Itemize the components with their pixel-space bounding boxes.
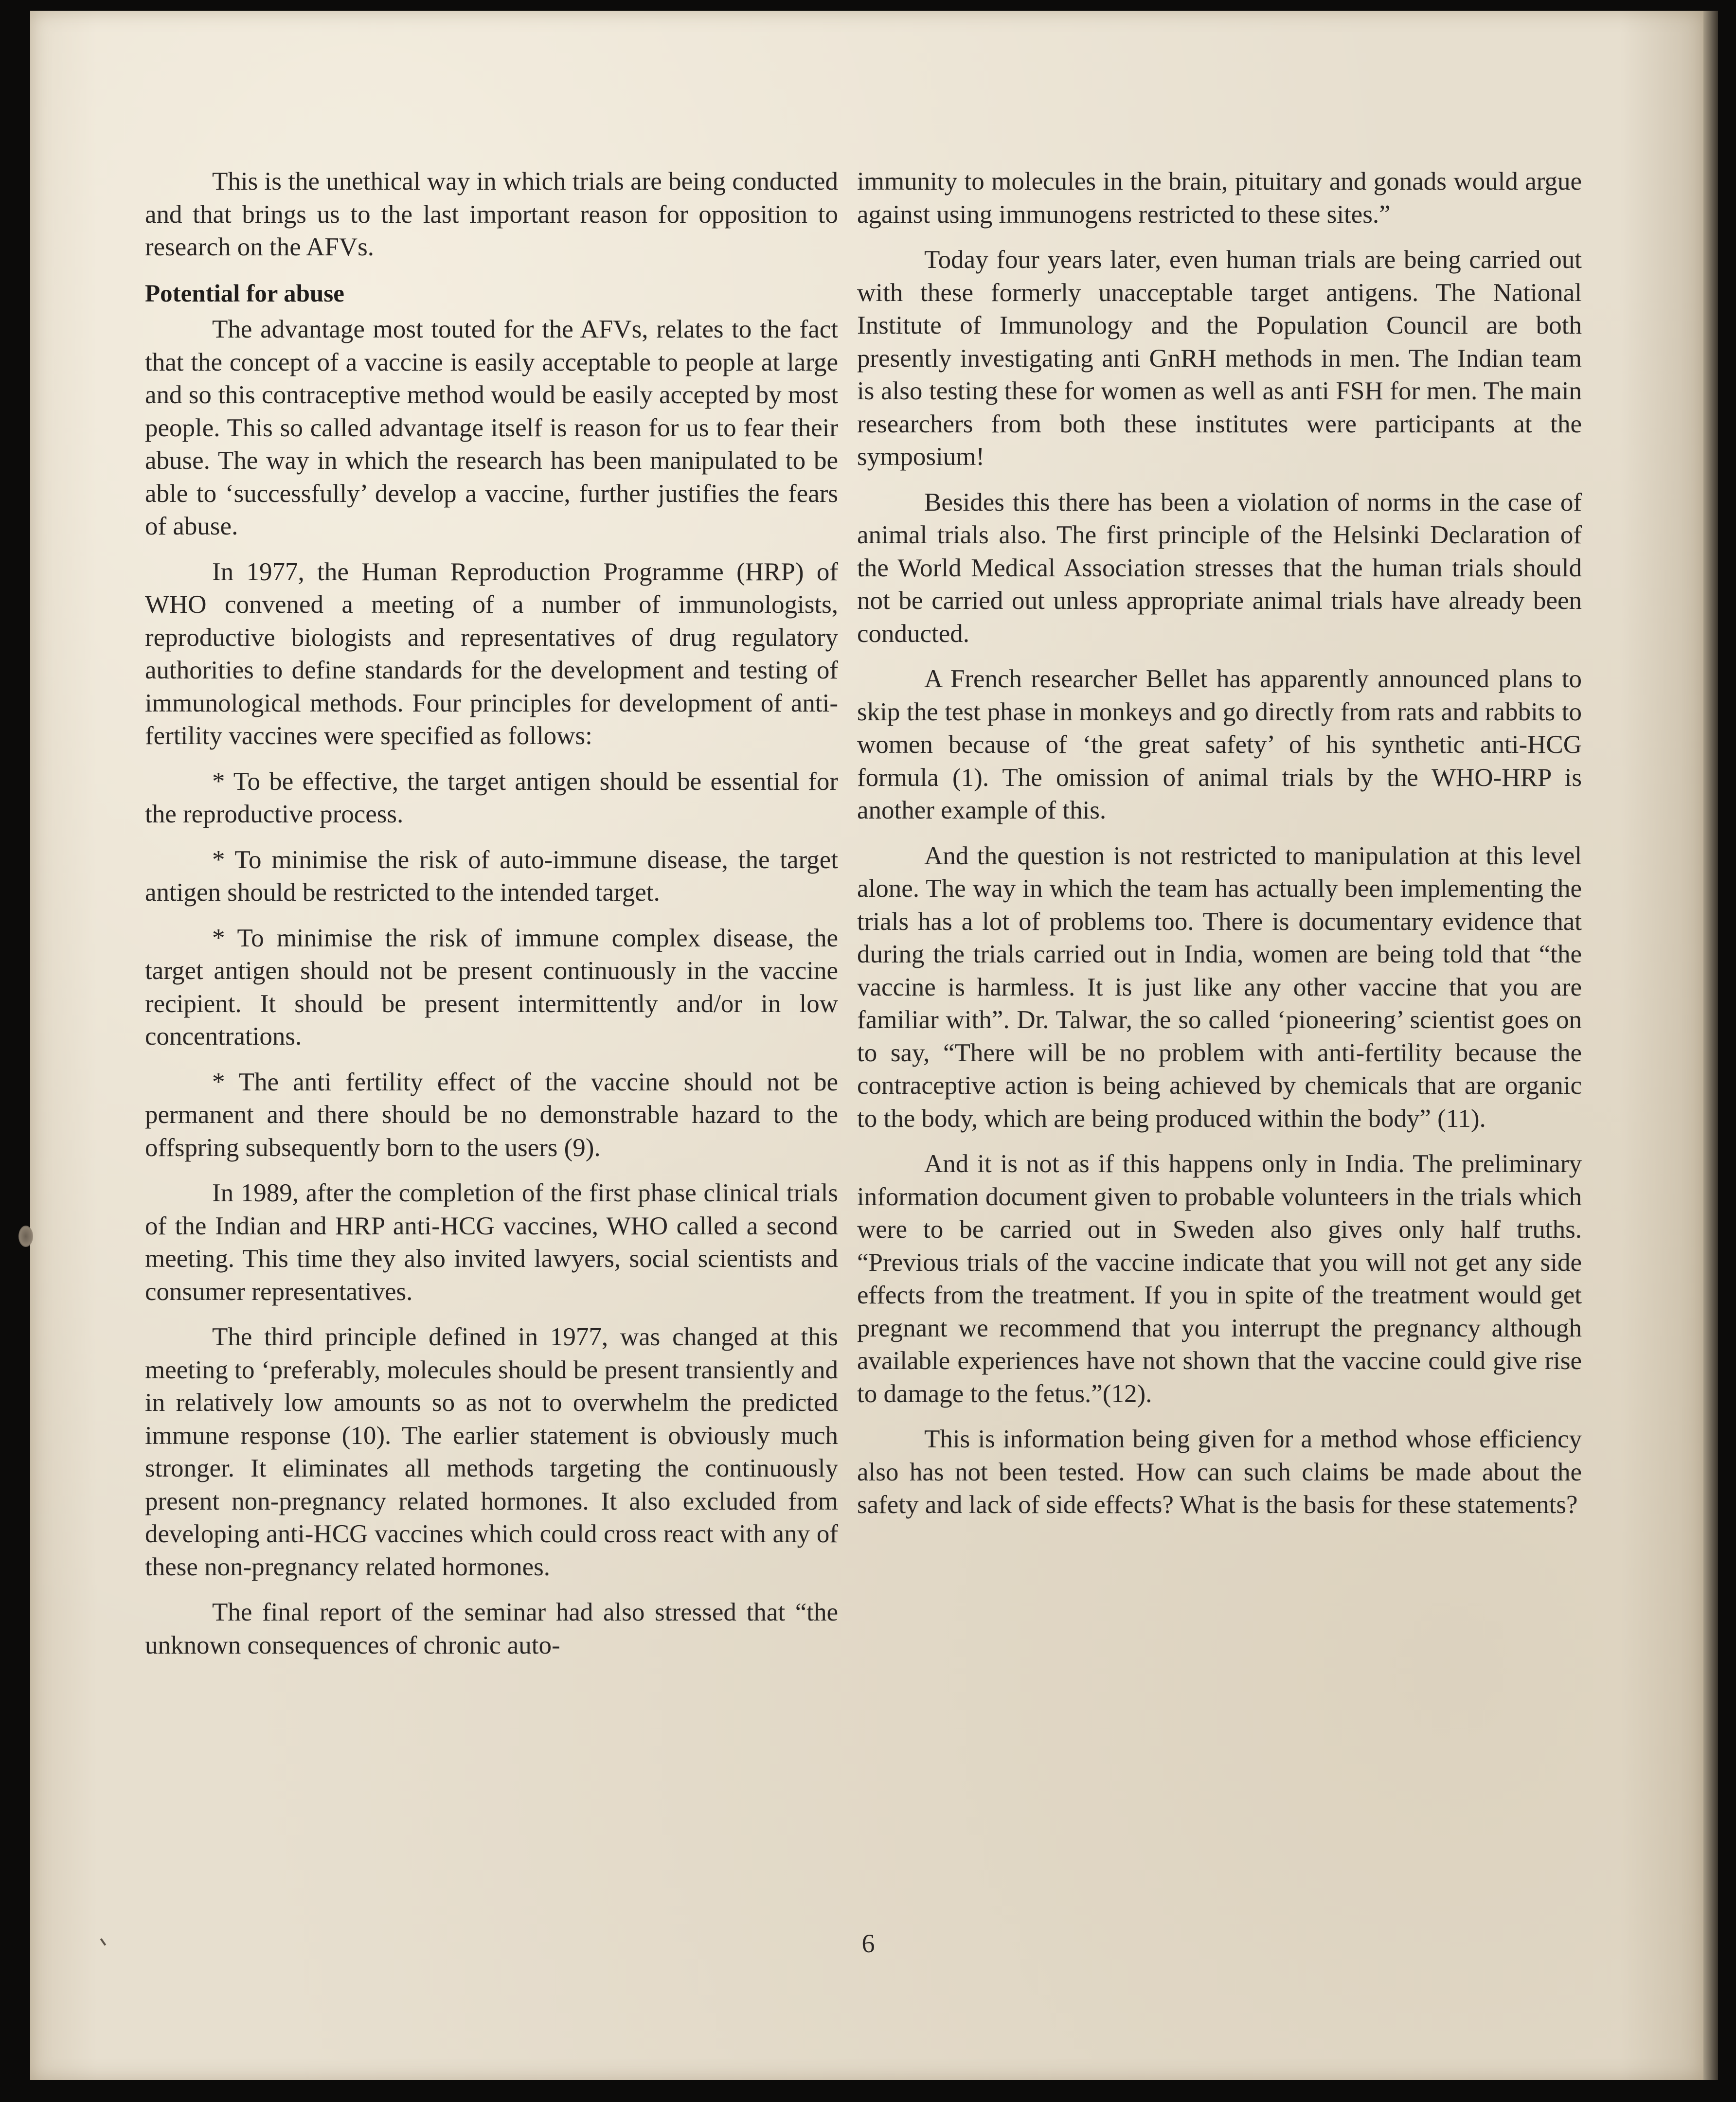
principle-3: * To minimise the risk of immune complex disease, the target antigen should not be present continuously in the vaccine recipient. It should be present intermittently and/or in low concentrations. [145,924,838,1051]
paragraph-final-report: The final report of the seminar had also stressed that “the unknown consequences of chronic auto- [145,1598,838,1659]
paragraph-today: Today four years later, even human trials are being carried out with these formerly unacceptable target antigens. The National Institute of Immunology and the Population Council are both presently investigating anti GnRH methods in men. The Indian team is also testing these for women as well as anti FSH for men. The main researchers from both these institutes were participants at the symposium! [857,246,1582,471]
principle-1: * To be effective, the target antigen should be essential for the reproductive process. [145,767,838,828]
paragraph-intro: This is the unethical way in which trials are being conducted and that brings us to the last important reason for opposition to research on the AFVs. [145,167,838,261]
left-column [145,165,838,1674]
right-column [857,165,1582,1534]
page-edge-shadow [1703,11,1718,2080]
paragraph-continued: immunity to molecules in the brain, pituitary and gonads would argue against using immunogens restricted to these sites.” [857,167,1582,229]
principle-2: * To minimise the risk of auto-immune disease, the target antigen should be restricted to the intended target. [145,845,838,907]
paragraph-besides: Besides this there has been a violation of norms in the case of animal trials also. The first principle of the Helsinki Declaration of the World Medical Association stresses that the human trials should not be carried out unless appropriate animal trials have already been conducted. [857,488,1582,648]
paragraph-sweden: And it is not as if this happens only in India. The preliminary information document given to probable volunteers in the trials which were to be carried out in Sweden also gives only half truths. “Previous trials of the vaccine indicate that you will not get any side effects from the treatment. If you in spite of the treatment would get pregnant we recommend that you interrupt the pregnancy although available experiences have not shown that the vaccine could give rise to damage to the fetus.”(12). [857,1150,1582,1408]
paragraph-third-principle: The third principle defined in 1977, was changed at this meeting to ‘preferably, molecules should be present transiently and in relatively low amounts so as not to overwhelm the predicted immune response (10). The earlier statement is obviously much stronger. It eliminates all methods targeting the continuously present non-pregnancy related hormones. It also excluded from developing anti-HCG vaccines which could cross react with any of these non-pregnancy related hormones. [145,1323,838,1581]
punch-hole-mark [18,1226,33,1247]
section-heading: Potential for abuse [145,280,344,307]
paragraph-information: This is information being given for a method whose efficiency also has not been tested. How can such claims be made about the safety and lack of side effects? What is the basis for these statements? [857,1425,1582,1519]
paragraph-advantage: The advantage most touted for the AFVs, relates to the fact that the concept of a vaccine is easily acceptable to people at large and so this contraceptive method would be easily accepted by most people. This so called advantage itself is reason for us to fear their abuse. The way in which the research has been manipulated to be able to ‘successfully’ develop a vaccine, further justifies the fears of abuse. [145,315,838,540]
paragraph-1989: In 1989, after the completion of the first phase clinical trials of the Indian and HRP anti-HCG vaccines, WHO called a second meeting. This time they also invited lawyers, social scientists and consumer representatives. [145,1179,838,1306]
paragraph-1977: In 1977, the Human Reproduction Programme (HRP) of WHO convened a meeting of a number of immunologists, reproductive biologists and representatives of drug regulatory authorities to define standards for the development and testing of immunological methods. Four principles for development of anti-fertility vaccines were specified as follows: [145,557,838,750]
principle-4: * The anti fertility effect of the vaccine should not be permanent and there should be no demonstrable hazard to the offspring subsequently born to the users (9). [145,1068,838,1162]
paragraph-french: A French researcher Bellet has apparently announced plans to skip the test phase in monkeys and go directly from rats and rabbits to women because of ‘the great safety’ of his synthetic anti-HCG formula (1). The omission of animal trials by the WHO-HRP is another example of this. [857,665,1582,824]
page-number: 6 [861,1929,875,1958]
paragraph-question: And the question is not restricted to manipulation at this level alone. The way in which the team has actually been implementing the trials has a lot of problems too. There is documentary evidence that during the trials carried out in India, women are being told that “the vaccine is harmless. It is just like any other vaccine that you are familiar with”. Dr. Talwar, the so called ‘pioneering’ scientist goes on to say, “There will be no problem with anti-fertility because the contraceptive action is being achieved by chemicals that are organic to the body, which are being produced within the body” (11). [857,841,1582,1133]
